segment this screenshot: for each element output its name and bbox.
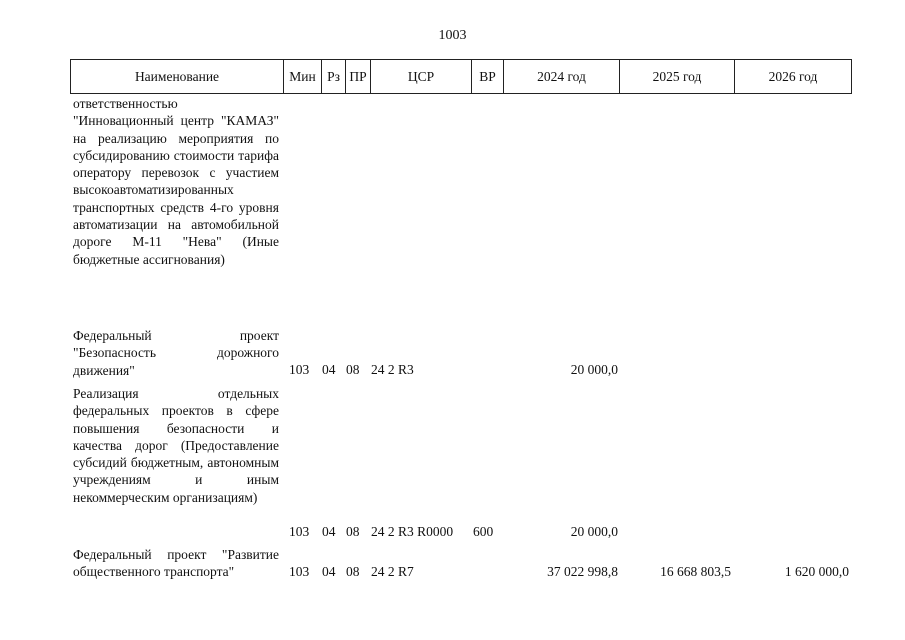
row-2025: 16 668 803,5 (660, 564, 731, 579)
row-min: 103 (289, 362, 310, 377)
row-name: Реализация отдельных федеральных проектов в сфере повышения безопасности и качества дорог (Предоставление субсидий бюджетным, автономным учреждениям и иным некоммерческим организациям) (73, 386, 279, 505)
header-rz: Рз (322, 60, 346, 94)
table-header (70, 59, 852, 94)
page-number: 1003 (438, 28, 467, 43)
row-csr: 24 2 R3 R0000 (371, 524, 454, 539)
row-name: Федеральный проект "Безопасность дорожного движения" (73, 328, 279, 378)
row-pr: 08 (346, 524, 360, 539)
header-vr: ВР (472, 60, 504, 94)
row-csr: 24 2 R7 (371, 564, 414, 579)
row-csr: 24 2 R3 (371, 362, 414, 377)
row-vr: 600 (473, 524, 494, 539)
header-2025: 2025 год (620, 60, 735, 94)
row-rz: 04 (322, 362, 336, 377)
header-name: Наименование (71, 60, 284, 94)
row-2024: 37 022 998,8 (547, 564, 618, 579)
row-min: 103 (289, 524, 310, 539)
row-rz: 04 (322, 564, 336, 579)
header-csr: ЦСР (371, 60, 472, 94)
row-2026: 1 620 000,0 (784, 564, 849, 579)
row-min: 103 (289, 564, 310, 579)
header-pr: ПР (346, 60, 371, 94)
header-2026: 2026 год (735, 60, 852, 94)
header-2024: 2024 год (504, 60, 620, 94)
row-rz: 04 (322, 524, 336, 539)
row-name: ответственностью "Инновационный центр "КАМАЗ" на реализацию мероприятия по субсидированию стоимости тарифа оператору перевозок с участием высокоавтоматизированных транспортных средств 4-го уровня автоматизации на автомобильной дороге М-11 "Нева" (Иные бюджетные ассигнования) (73, 96, 279, 267)
header-min: Мин (284, 60, 322, 94)
row-pr: 08 (346, 362, 360, 377)
row-2024: 20 000,0 (570, 524, 618, 539)
row-2024: 20 000,0 (570, 362, 618, 377)
row-pr: 08 (346, 564, 360, 579)
row-name: Федеральный проект "Развитие общественного транспорта" (73, 547, 279, 580)
